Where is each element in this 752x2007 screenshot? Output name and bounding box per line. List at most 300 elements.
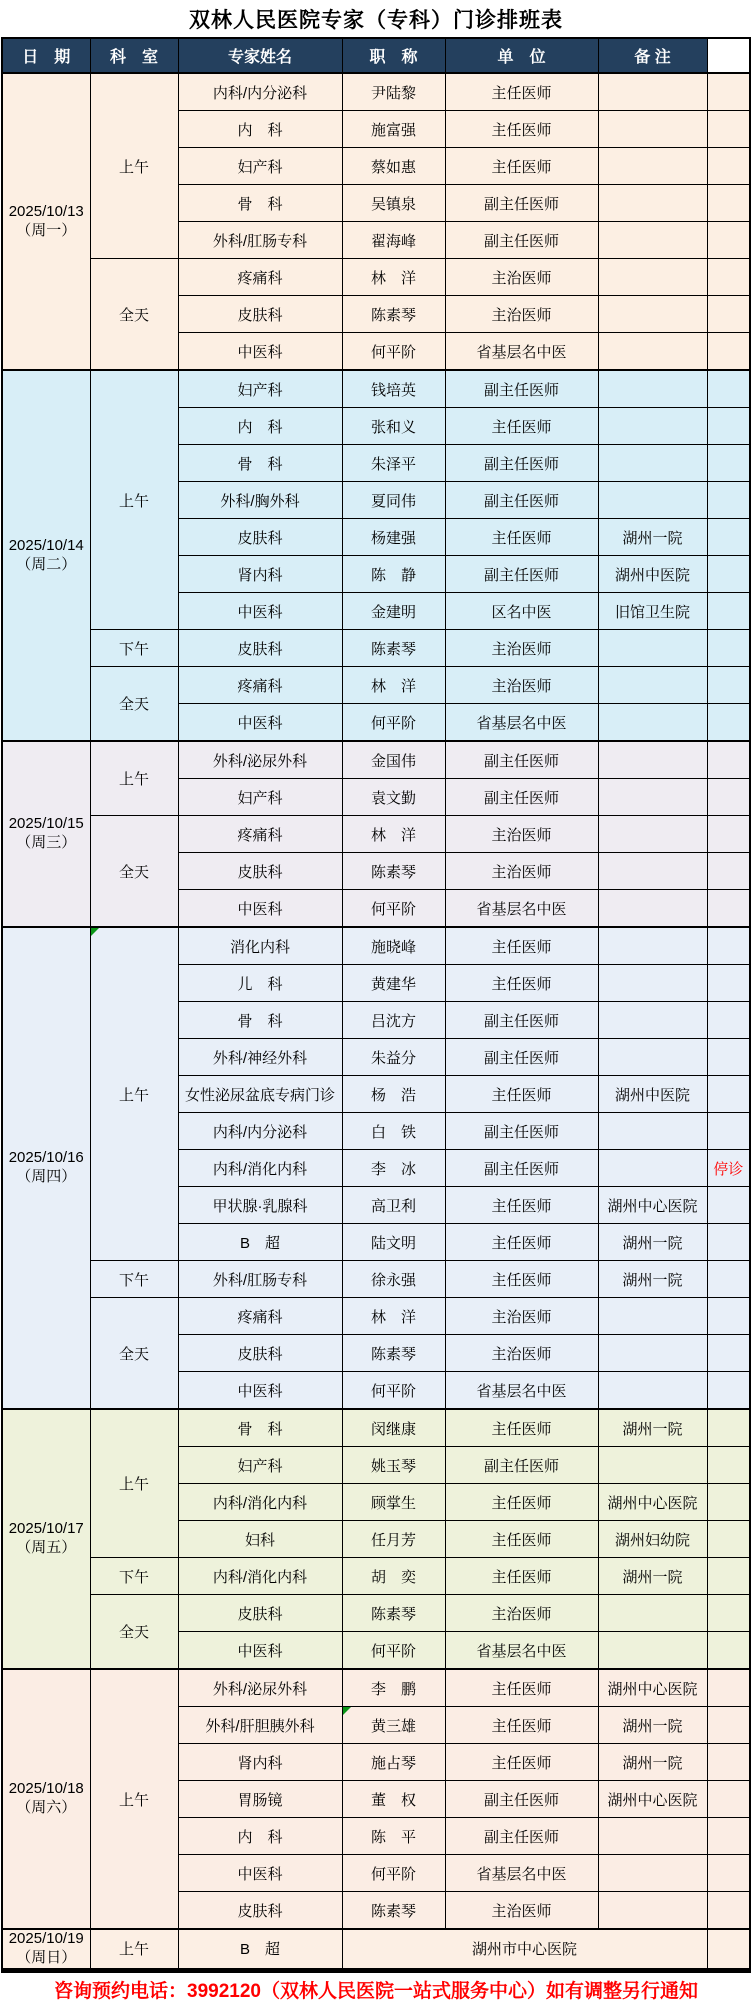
period-cell: 上午: [90, 1409, 178, 1558]
title-cell: 副主任医师: [445, 222, 598, 259]
period-cell: 全天: [90, 667, 178, 742]
schedule-row: [2, 1558, 750, 1595]
dept-cell: 内 科: [178, 111, 342, 148]
dept-cell: 皮肤科: [178, 853, 342, 890]
note-cell: [707, 1187, 750, 1224]
title-cell: 主任医师: [445, 1744, 598, 1781]
note-cell: [707, 1595, 750, 1632]
col-header-date: 日 期: [2, 38, 90, 73]
note-cell: [707, 222, 750, 259]
doctor-name-cell: 李 鹏: [342, 1669, 445, 1707]
note-cell: [707, 1261, 750, 1298]
col-header-note: 备 注: [598, 38, 707, 73]
note-cell: [707, 1929, 750, 1970]
doctor-name-cell: 董 权: [342, 1781, 445, 1818]
dept-cell: 皮肤科: [178, 630, 342, 667]
note-cell: [707, 779, 750, 816]
date-text: 2025/10/13: [8, 202, 84, 220]
doctor-name-cell: 尹陆黎: [342, 73, 445, 111]
dept-cell: 疼痛科: [178, 816, 342, 853]
unit-cell: 湖州一院: [598, 1707, 707, 1744]
date-cell: [2, 1669, 90, 1929]
unit-cell: 湖州中心医院: [598, 1484, 707, 1521]
title-cell: 主治医师: [445, 1335, 598, 1372]
dept-cell: 中医科: [178, 1372, 342, 1410]
doctor-name-cell: 翟海峰: [342, 222, 445, 259]
doctor-name-cell: 胡 奕: [342, 1558, 445, 1595]
doctor-name-cell: 白 铁: [342, 1113, 445, 1150]
weekday-text: （周一）: [16, 221, 77, 239]
unit-cell: [598, 965, 707, 1002]
date-text: 2025/10/17: [8, 1520, 84, 1538]
dept-cell: 外科/肛肠专科: [178, 1261, 342, 1298]
note-cell: [707, 667, 750, 704]
unit-cell: [598, 333, 707, 371]
note-cell: [707, 704, 750, 742]
doctor-name-cell: 陈素琴: [342, 1335, 445, 1372]
title-cell: 省基层名中医: [445, 333, 598, 371]
note-cell: [707, 259, 750, 296]
schedule-row: [2, 1929, 750, 1970]
title-cell: 副主任医师: [445, 779, 598, 816]
date-cell: [2, 1409, 90, 1669]
dept-cell: 中医科: [178, 593, 342, 630]
unit-cell: 湖州中医院: [598, 556, 707, 593]
unit-cell: 旧馆卫生院: [598, 593, 707, 630]
merged-unit-cell: 湖州市中心医院: [342, 1929, 707, 1970]
note-cell: [707, 482, 750, 519]
dept-cell: 皮肤科: [178, 1892, 342, 1930]
title-cell: 主治医师: [445, 853, 598, 890]
title-cell: 主任医师: [445, 1076, 598, 1113]
dept-cell: 骨 科: [178, 445, 342, 482]
dept-cell: 皮肤科: [178, 1335, 342, 1372]
note-cell: [707, 1447, 750, 1484]
doctor-name-cell: 顾掌生: [342, 1484, 445, 1521]
note-cell: [707, 519, 750, 556]
period-cell: 下午: [90, 1558, 178, 1595]
dept-cell: 中医科: [178, 890, 342, 928]
unit-cell: [598, 1447, 707, 1484]
note-cell: [707, 1855, 750, 1892]
unit-cell: [598, 1113, 707, 1150]
title-cell: 主治医师: [445, 816, 598, 853]
title-cell: 副主任医师: [445, 482, 598, 519]
dept-cell: 外科/肝胆胰外科: [178, 1707, 342, 1744]
note-cell: [707, 1039, 750, 1076]
table-header: [2, 38, 750, 73]
title-cell: 副主任医师: [445, 1039, 598, 1076]
schedule-row: [2, 1261, 750, 1298]
unit-cell: [598, 853, 707, 890]
doctor-name-cell: 黄建华: [342, 965, 445, 1002]
title-cell: 副主任医师: [445, 556, 598, 593]
title-cell: 主任医师: [445, 519, 598, 556]
note-cell: [707, 445, 750, 482]
dept-cell: 儿 科: [178, 965, 342, 1002]
comment-marker-icon: [343, 1707, 351, 1715]
title-cell: 副主任医师: [445, 1150, 598, 1187]
note-cell: [707, 370, 750, 408]
dept-cell: 外科/泌尿外科: [178, 741, 342, 779]
dept-cell: 甲状腺·乳腺科: [178, 1187, 342, 1224]
doctor-name-cell: 金建明: [342, 593, 445, 630]
unit-cell: [598, 1855, 707, 1892]
date-text: 2025/10/16: [8, 1149, 84, 1167]
unit-cell: [598, 1595, 707, 1632]
weekday-text: （周日）: [16, 1948, 77, 1966]
dept-cell: 外科/神经外科: [178, 1039, 342, 1076]
schedule-row: [2, 73, 750, 111]
comment-marker-icon: [91, 928, 99, 936]
unit-cell: [598, 816, 707, 853]
title-cell: 主治医师: [445, 1892, 598, 1930]
unit-cell: 湖州妇幼院: [598, 1521, 707, 1558]
dept-cell: 胃肠镜: [178, 1781, 342, 1818]
unit-cell: 湖州一院: [598, 519, 707, 556]
unit-cell: [598, 741, 707, 779]
note-cell: [707, 1076, 750, 1113]
note-cell: [707, 1632, 750, 1670]
date-text: 2025/10/18: [8, 1780, 84, 1798]
doctor-name-cell: 张和义: [342, 408, 445, 445]
schedule-row: [2, 927, 750, 965]
date-cell: [2, 1929, 90, 1970]
title-cell: 主治医师: [445, 259, 598, 296]
schedule-row: [2, 1669, 750, 1707]
title-cell: 副主任医师: [445, 370, 598, 408]
note-cell: [707, 593, 750, 630]
title-cell: 省基层名中医: [445, 1372, 598, 1410]
schedule-row: [2, 1595, 750, 1632]
unit-cell: [598, 111, 707, 148]
header-row: [2, 38, 750, 73]
unit-cell: [598, 890, 707, 928]
unit-cell: [598, 296, 707, 333]
title-cell: 主任医师: [445, 1484, 598, 1521]
col-header-name: 专家姓名: [178, 38, 342, 73]
doctor-name-cell: 任月芳: [342, 1521, 445, 1558]
doctor-name-cell: 陈素琴: [342, 853, 445, 890]
doctor-name-cell: 陈 静: [342, 556, 445, 593]
unit-cell: [598, 259, 707, 296]
title-cell: 主任医师: [445, 148, 598, 185]
schedule-row: [2, 667, 750, 704]
dept-cell: 内 科: [178, 408, 342, 445]
doctor-name-cell: 施富强: [342, 111, 445, 148]
weekday-text: （周四）: [16, 1168, 77, 1185]
doctor-name-cell: 高卫利: [342, 1187, 445, 1224]
title-cell: 副主任医师: [445, 1818, 598, 1855]
doctor-name-cell: 杨 浩: [342, 1076, 445, 1113]
dept-cell: 消化内科: [178, 927, 342, 965]
title-cell: 主任医师: [445, 965, 598, 1002]
unit-cell: 湖州中医院: [598, 1076, 707, 1113]
title-cell: 主任医师: [445, 1409, 598, 1447]
doctor-name-cell: 闵继康: [342, 1409, 445, 1447]
unit-cell: [598, 408, 707, 445]
title-cell: 主任医师: [445, 1187, 598, 1224]
doctor-name-cell: 陆文明: [342, 1224, 445, 1261]
note-cell: [707, 1335, 750, 1372]
unit-cell: [598, 1632, 707, 1670]
note-cell: [707, 185, 750, 222]
unit-cell: [598, 222, 707, 259]
dept-cell: 内科/内分泌科: [178, 1113, 342, 1150]
dept-cell: 妇产科: [178, 1447, 342, 1484]
unit-cell: 湖州中心医院: [598, 1669, 707, 1707]
schedule-row: [2, 1409, 750, 1447]
period-cell: 全天: [90, 1298, 178, 1410]
unit-cell: 湖州一院: [598, 1224, 707, 1261]
doctor-name-cell: 何平阶: [342, 1855, 445, 1892]
title-cell: 副主任医师: [445, 185, 598, 222]
note-cell: [707, 296, 750, 333]
doctor-name-cell: 施占琴: [342, 1744, 445, 1781]
doctor-name-cell: 林 洋: [342, 667, 445, 704]
dept-cell: 外科/胸外科: [178, 482, 342, 519]
dept-cell: 妇产科: [178, 779, 342, 816]
dept-cell: 中医科: [178, 1632, 342, 1670]
title-cell: 副主任医师: [445, 1002, 598, 1039]
title-cell: 主任医师: [445, 1669, 598, 1707]
unit-cell: [598, 1298, 707, 1335]
note-cell: [707, 111, 750, 148]
unit-cell: 湖州一院: [598, 1409, 707, 1447]
note-cell: [707, 73, 750, 111]
note-cell: [707, 556, 750, 593]
note-cell: [707, 148, 750, 185]
note-cell: [707, 1818, 750, 1855]
note-cell: [707, 1298, 750, 1335]
doctor-name-cell: 李 冰: [342, 1150, 445, 1187]
note-cell: [707, 1224, 750, 1261]
dept-cell: 皮肤科: [178, 296, 342, 333]
note-cell: [707, 927, 750, 965]
title-cell: 主任医师: [445, 1558, 598, 1595]
title-cell: 主任医师: [445, 408, 598, 445]
period-cell: 上午: [90, 73, 178, 259]
doctor-name-cell: 何平阶: [342, 704, 445, 742]
period-cell: 上午: [90, 370, 178, 630]
title-cell: 副主任医师: [445, 1781, 598, 1818]
unit-cell: 湖州中心医院: [598, 1187, 707, 1224]
dept-cell: 骨 科: [178, 1409, 342, 1447]
note-cell: [707, 630, 750, 667]
footer-notice: 咨询预约电话：3992120（双林人民医院一站式服务中心）如有调整另行通知: [54, 1981, 698, 2002]
dept-cell: 妇产科: [178, 370, 342, 408]
dept-cell: 内科/消化内科: [178, 1558, 342, 1595]
doctor-name-cell: 徐永强: [342, 1261, 445, 1298]
note-cell: [707, 1558, 750, 1595]
unit-cell: [598, 1039, 707, 1076]
note-cell: [707, 1892, 750, 1930]
dept-cell: 内 科: [178, 1818, 342, 1855]
unit-cell: 湖州中心医院: [598, 1781, 707, 1818]
title-cell: 副主任医师: [445, 1113, 598, 1150]
unit-cell: [598, 779, 707, 816]
dept-cell: 中医科: [178, 333, 342, 371]
col-header-title: 职 称: [342, 38, 445, 73]
date-cell: [2, 73, 90, 370]
note-cell: [707, 1744, 750, 1781]
dept-cell: 中医科: [178, 1855, 342, 1892]
title-cell: 省基层名中医: [445, 704, 598, 742]
unit-cell: [598, 1150, 707, 1187]
unit-cell: [598, 1335, 707, 1372]
note-cell: [707, 1113, 750, 1150]
doctor-name-cell: 金国伟: [342, 741, 445, 779]
title-cell: 副主任医师: [445, 741, 598, 779]
title-cell: 主任医师: [445, 1261, 598, 1298]
note-cell: [707, 853, 750, 890]
note-cell: [707, 1521, 750, 1558]
dept-cell: 内科/内分泌科: [178, 73, 342, 111]
period-cell: 下午: [90, 1261, 178, 1298]
note-cell: [707, 1002, 750, 1039]
title-cell: 主任医师: [445, 73, 598, 111]
title-cell: 主治医师: [445, 667, 598, 704]
schedule-row: [2, 370, 750, 408]
doctor-name-cell: 林 洋: [342, 259, 445, 296]
doctor-name-cell: 袁文勤: [342, 779, 445, 816]
page-title: 双林人民医院专家（专科）门诊排班表: [189, 8, 563, 32]
dept-cell: 内科/消化内科: [178, 1150, 342, 1187]
dept-cell: 皮肤科: [178, 519, 342, 556]
note-cell: [707, 1669, 750, 1707]
note-cell: [707, 408, 750, 445]
dept-cell: B 超: [178, 1224, 342, 1261]
title-cell: 主任医师: [445, 1521, 598, 1558]
dept-cell: 内科/消化内科: [178, 1484, 342, 1521]
title-cell: 主任医师: [445, 1707, 598, 1744]
date-cell: [2, 927, 90, 1409]
dept-cell: 骨 科: [178, 1002, 342, 1039]
note-cell: [707, 333, 750, 371]
unit-cell: 湖州一院: [598, 1261, 707, 1298]
schedule-table: [1, 37, 751, 1973]
title-cell: 主治医师: [445, 296, 598, 333]
doctor-name-cell: 黄三雄: [342, 1707, 445, 1744]
period-cell: 全天: [90, 259, 178, 371]
period-cell: 上午: [90, 927, 178, 1261]
doctor-name-cell: 何平阶: [342, 890, 445, 928]
unit-cell: [598, 370, 707, 408]
schedule-row: [2, 1298, 750, 1335]
doctor-name-cell: 陈素琴: [342, 630, 445, 667]
title-cell: 副主任医师: [445, 1447, 598, 1484]
title-cell: 主任医师: [445, 1224, 598, 1261]
title-cell: 省基层名中医: [445, 890, 598, 928]
date-text: 2025/10/15: [8, 815, 84, 833]
doctor-name-cell: 施晓峰: [342, 927, 445, 965]
unit-cell: [598, 667, 707, 704]
doctor-name-cell: 陈素琴: [342, 296, 445, 333]
date-cell: [2, 741, 90, 927]
title-cell: 主治医师: [445, 630, 598, 667]
col-header-unit: 单 位: [445, 38, 598, 73]
note-cell: [707, 965, 750, 1002]
doctor-name-cell: 林 洋: [342, 1298, 445, 1335]
note-cell: [707, 1372, 750, 1410]
title-cell: 主任医师: [445, 927, 598, 965]
dept-cell: 女性泌尿盆底专病门诊: [178, 1076, 342, 1113]
date-cell: [2, 370, 90, 741]
doctor-name-cell: 陈 平: [342, 1818, 445, 1855]
dept-cell: 疼痛科: [178, 667, 342, 704]
period-cell: 全天: [90, 816, 178, 928]
period-cell: 下午: [90, 630, 178, 667]
schedule-body: [2, 73, 750, 1970]
note-cell: [707, 816, 750, 853]
weekday-text: （周三）: [16, 834, 77, 851]
note-cell: [707, 741, 750, 779]
date-text: 2025/10/14: [8, 536, 84, 554]
doctor-name-cell: 吕沈方: [342, 1002, 445, 1039]
doctor-name-cell: 陈素琴: [342, 1892, 445, 1930]
unit-cell: [598, 927, 707, 965]
title-cell: 区名中医: [445, 593, 598, 630]
doctor-name-cell: 姚玉琴: [342, 1447, 445, 1484]
doctor-name-cell: 朱益分: [342, 1039, 445, 1076]
schedule-row: [2, 816, 750, 853]
dept-cell: 中医科: [178, 704, 342, 742]
unit-cell: [598, 148, 707, 185]
note-cell: [707, 1781, 750, 1818]
dept-cell: 外科/肛肠专科: [178, 222, 342, 259]
schedule-row: [2, 741, 750, 779]
doctor-name-cell: 何平阶: [342, 1632, 445, 1670]
doctor-name-cell: 陈素琴: [342, 1595, 445, 1632]
dept-cell: 外科/泌尿外科: [178, 1669, 342, 1707]
title-cell: 省基层名中医: [445, 1632, 598, 1670]
doctor-name-cell: 蔡如惠: [342, 148, 445, 185]
title-cell: 主任医师: [445, 111, 598, 148]
doctor-name-cell: 林 洋: [342, 816, 445, 853]
dept-cell: B 超: [178, 1929, 342, 1970]
dept-cell: 妇科: [178, 1521, 342, 1558]
doctor-name-cell: 夏同伟: [342, 482, 445, 519]
unit-cell: [598, 1002, 707, 1039]
dept-cell: 疼痛科: [178, 259, 342, 296]
doctor-name-cell: 钱培英: [342, 370, 445, 408]
unit-cell: [598, 1372, 707, 1410]
unit-cell: [598, 704, 707, 742]
dept-cell: 肾内科: [178, 1744, 342, 1781]
note-cell: [707, 1707, 750, 1744]
weekday-text: （周二）: [16, 555, 77, 573]
dept-cell: 骨 科: [178, 185, 342, 222]
period-cell: 上午: [90, 741, 178, 816]
unit-cell: 湖州一院: [598, 1558, 707, 1595]
doctor-name-cell: 何平阶: [342, 333, 445, 371]
unit-cell: [598, 482, 707, 519]
doctor-name-cell: 杨建强: [342, 519, 445, 556]
period-cell: 全天: [90, 1595, 178, 1670]
note-cell: [707, 890, 750, 928]
dept-cell: 皮肤科: [178, 1595, 342, 1632]
note-cell: 停诊: [707, 1150, 750, 1187]
weekday-text: （周五）: [16, 1539, 77, 1556]
doctor-name-cell: 朱泽平: [342, 445, 445, 482]
date-text: 2025/10/19: [8, 1930, 84, 1947]
col-header-dept: 科 室: [90, 38, 178, 73]
title-cell: 副主任医师: [445, 445, 598, 482]
unit-cell: [598, 630, 707, 667]
dept-cell: 疼痛科: [178, 1298, 342, 1335]
title-cell: 省基层名中医: [445, 1855, 598, 1892]
period-cell: 上午: [90, 1929, 178, 1970]
